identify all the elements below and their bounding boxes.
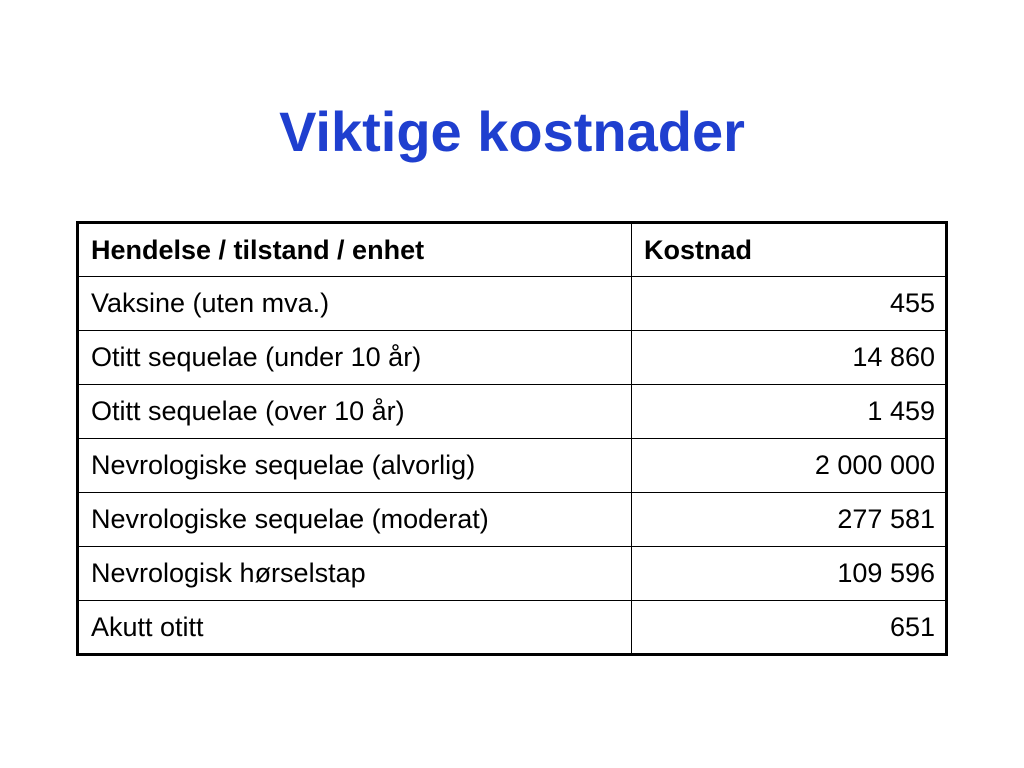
table-row (78, 547, 947, 601)
cell-cost: 109 596 (631, 547, 946, 601)
cost-table (76, 221, 948, 656)
cell-cost: 2 000 000 (631, 439, 946, 493)
cell-event: Nevrologisk hørselstap (78, 547, 632, 601)
table-header-row (78, 223, 947, 277)
cell-event: Vaksine (uten mva.) (78, 277, 632, 331)
slide-title: Viktige kostnader (279, 100, 745, 163)
table-row (78, 493, 947, 547)
cell-event: Nevrologiske sequelae (alvorlig) (78, 439, 632, 493)
table-row (78, 439, 947, 493)
cell-cost: 455 (631, 277, 946, 331)
cell-event: Nevrologiske sequelae (moderat) (78, 493, 632, 547)
cell-cost: 1 459 (631, 385, 946, 439)
table-row (78, 277, 947, 331)
cell-cost: 14 860 (631, 331, 946, 385)
cell-event: Otitt sequelae (under 10 år) (78, 331, 632, 385)
table-row (78, 601, 947, 655)
cell-cost: 651 (631, 601, 946, 655)
table-row (78, 331, 947, 385)
cell-event: Otitt sequelae (over 10 år) (78, 385, 632, 439)
cell-event: Akutt otitt (78, 601, 632, 655)
header-cost: Kostnad (631, 223, 946, 277)
table-row (78, 385, 947, 439)
header-event: Hendelse / tilstand / enhet (78, 223, 632, 277)
cell-cost: 277 581 (631, 493, 946, 547)
